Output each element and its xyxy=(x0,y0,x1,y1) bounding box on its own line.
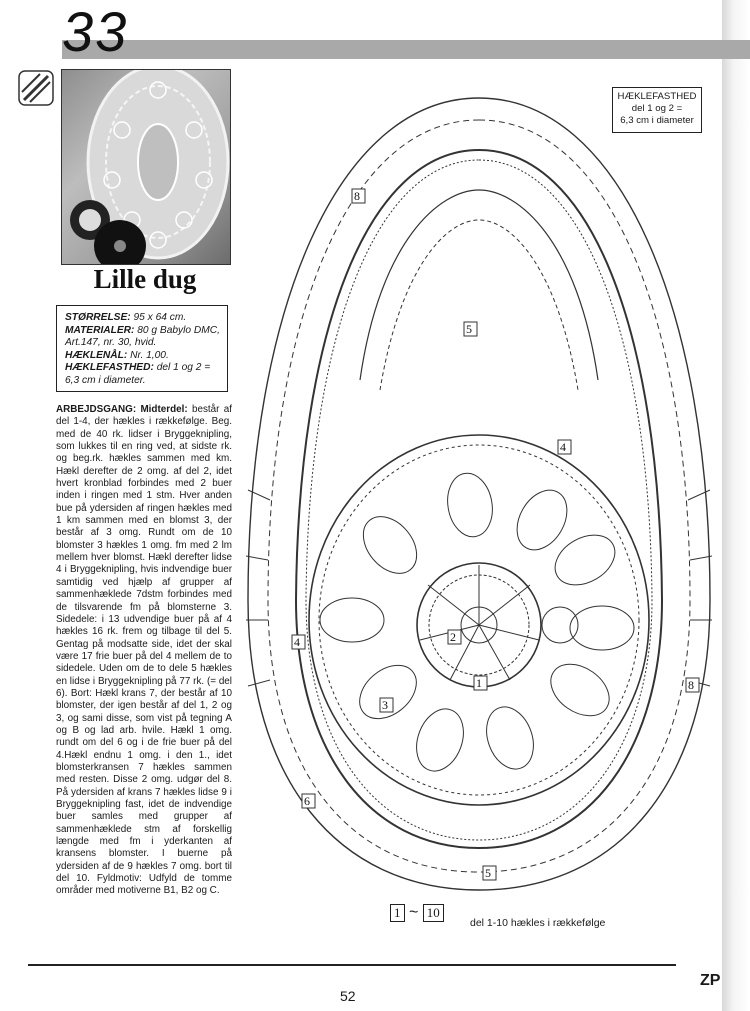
gauge-line2: 6,3 cm i diameter xyxy=(620,115,694,126)
gauge-line1: del 1 og 2 = xyxy=(631,103,683,114)
diagram-label-5-top: 5 xyxy=(466,322,472,336)
diagram-label-2: 2 xyxy=(450,630,456,644)
diagram-label-4-right: 4 xyxy=(560,440,566,454)
pattern-title: Lille dug xyxy=(93,264,197,294)
hook-label: HÆKLENÅL: xyxy=(65,349,128,361)
diagram-label-8-right: 8 xyxy=(688,678,694,692)
instructions-heading: ARBEJDSGANG: Midterdel: xyxy=(56,404,188,415)
size-label: STØRRELSE: xyxy=(65,312,131,323)
diagram-label-4: 4 xyxy=(294,635,300,649)
legend-separator: ~ xyxy=(408,904,419,921)
legend-text: del 1-10 hækles i rækkefølge xyxy=(470,917,606,929)
gauge-title: HÆKLEFASTHED xyxy=(617,91,697,102)
legend-boxes xyxy=(390,904,444,922)
diagram-label-3: 3 xyxy=(382,698,388,712)
doily-photo xyxy=(61,69,231,265)
strength-value: del 1 og 2 = 6,3 cm i diameter. xyxy=(65,362,211,386)
zp-mark: ZP xyxy=(700,972,721,989)
page-edge xyxy=(722,0,750,1011)
instructions-text xyxy=(56,404,232,898)
materials-value: 80 g Babylo DMC, Art.147, nr. 30, hvid. xyxy=(65,324,220,349)
crochet-hook-icon xyxy=(18,70,54,106)
specification-box xyxy=(56,305,228,392)
size-value: 95 x 64 cm. xyxy=(133,312,187,323)
diagram-label-1: 1 xyxy=(476,676,482,690)
footer-rule xyxy=(28,964,676,966)
diagram-label-6: 6 xyxy=(304,794,310,808)
instructions-body: består af del 1-4, der hækles i rækkefølge. Beg. med de 40 rk. lidser i Bryggeknipling, som lukkes til en ring ved, at sidste rk. og beg.rk. hækles sammen med km. Hækl derefter de 2 omg. af del 2, idet hvert kronblad forbindes med 2 buer inden i ringen med 1 stm. Hver anden bue på ydersiden af ringen hækles med 1 km sammen med en blomst 3, der består af 3 omg. Rundt om de 10 blomster 3 hækles 1 omg. fm med 2 lm mellem hver blomst. Hækl derefter lidse 4 i Bryggeknipling, hvis indvendige buer samtidig ved hjælp af grupper af sammenhæklede 7dstm forbindes med de tilsvarende fm på blomsterne 3. Sidedele: i 13 udvendige buer på af 4 hækles 16 rk. frem og tilbage til del 5. Gentag på modsatte side, idet der skal være 17 frie buer på del 4 mellem de to sidedele. Uden om de to dele 5 hækles en lidse i Bryggeknipling på 77 rk. (= del 6). Bort: Hækl krans 7, der består af 10 blomster, der igen består af del 1, 2 og 3, og sami disse, som vist på tegning A og B og lad arb. hvile. Hækl 1 omg. rundt om del 6 og i de frie buer på del 4.Hækl endnu 1 omg. i den 1., idet blomsterkransen 7 hækles sammen med resten. Disse 2 omg. udgør del 8. På ydersiden af krans 7 hækles lidse 9 i Bryggeknipling fast, idet de indvendige buer samles med grupper af sammenhæklede stm af forskellig længde med fm i yderkanten af kransens blomster. I buerne på ydersiden af de 9 hækles 7 omg. bort til del 10. Fyldmotiv: Udfyld de tomme områder med motiverne B1, B2 og C. xyxy=(56,404,232,897)
outer-border xyxy=(248,98,710,890)
hook-value: Nr. 1,00. xyxy=(130,349,169,361)
legend-box-end: 10 xyxy=(423,904,444,922)
header-bar xyxy=(62,40,750,59)
strength-label: HÆKLEFASTHED: xyxy=(65,362,154,374)
diagram-label-5-bottom: 5 xyxy=(485,866,491,880)
materials-label: MATERIALER: xyxy=(65,324,135,336)
crochet-diagram xyxy=(240,80,718,910)
page-number: 52 xyxy=(340,988,356,1004)
pattern-number: 33 xyxy=(62,0,129,63)
legend-box-start: 1 xyxy=(390,904,405,922)
diagram-label-8-top: 8 xyxy=(354,189,360,203)
